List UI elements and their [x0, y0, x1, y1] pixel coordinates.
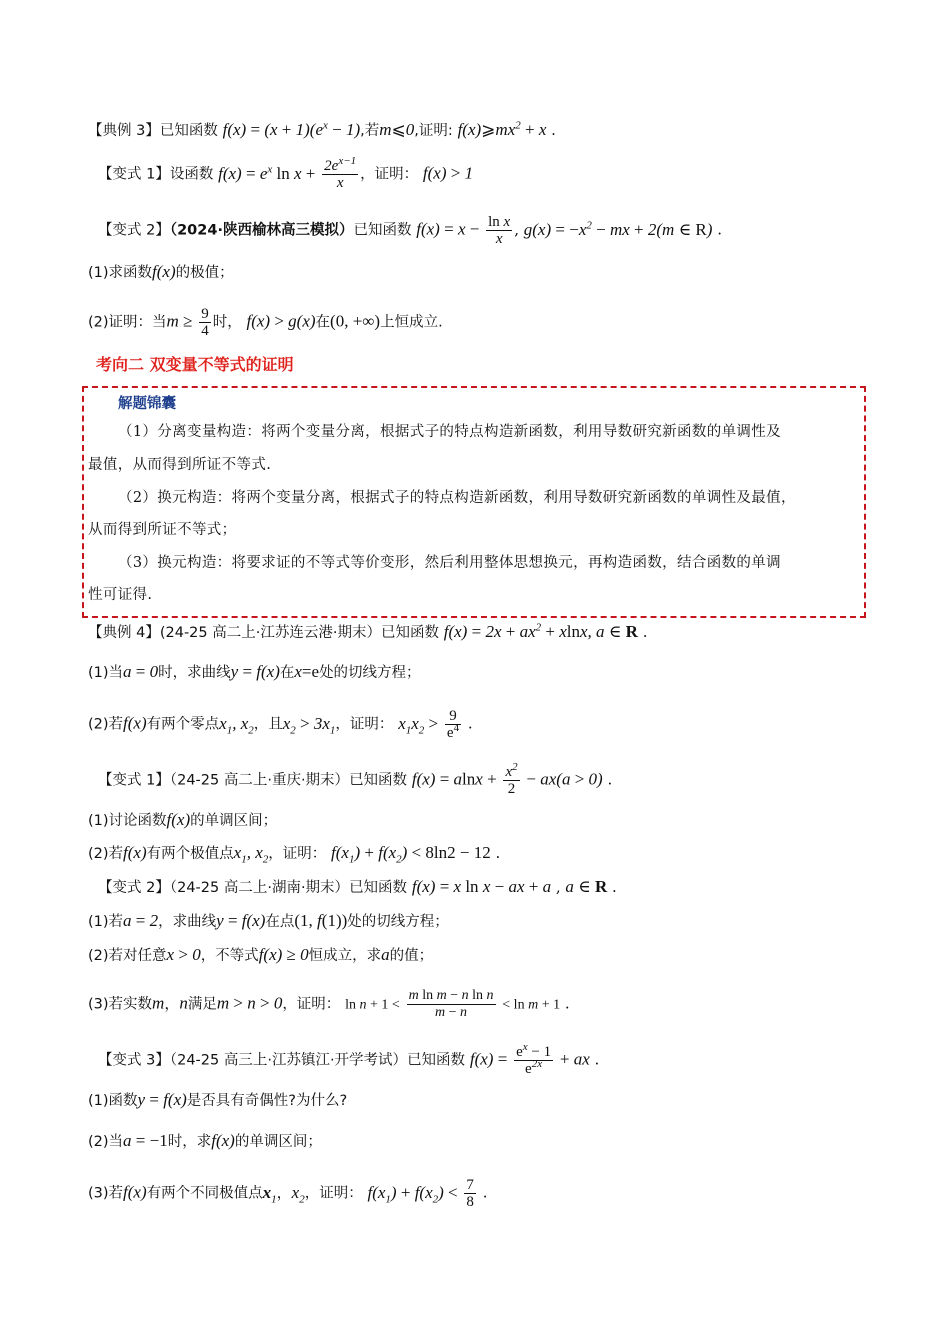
fraction: $\frac{\text{m ln m − n ln n}}{m - n}$ [408, 988, 494, 1020]
fraction: $\frac{9}{4}$ [201, 306, 209, 339]
formula: y = f(x) [137, 1090, 187, 1109]
formula: x > 0 [166, 945, 201, 964]
variant-1b-q2: (2)若f(x)有两个极值点$x_1$, $x_2$，证明： $f(x_1) + f(x_2) < 8\ln 2 - 12$ . [88, 843, 501, 866]
text: 是否具有奇偶性?为什么? [186, 1093, 348, 1109]
formula: $x_2 > 3x_1$ [282, 713, 336, 736]
variant-1-line [98, 155, 474, 191]
text: ，证明： [282, 996, 341, 1013]
formula: f(x) [123, 1182, 147, 1202]
formula: f(x) [152, 262, 176, 281]
formula: f(x) ≥ 0 [258, 945, 309, 964]
fraction: $\frac{9}{e^4}$ [446, 708, 460, 741]
example-4-q2: (2)若f(x)有两个零点$x_1$, $x_2$，且$x_2 > 3x_1$，证明： $x_1x_2$ > $\frac{9}{e^4}$ . [88, 708, 473, 741]
text: 满足 [187, 996, 217, 1013]
text: ，求曲线 [158, 914, 217, 930]
text: 上恒成立. [380, 314, 443, 331]
text: 时， [212, 314, 242, 331]
tips-paragraph-2b: 从而得到所证不等式； [88, 522, 237, 538]
text: 设函数 [169, 166, 214, 183]
tips-paragraph-1b: 最值，从而得到所证不等式. [88, 457, 272, 473]
label: 【典例 3】 [88, 123, 160, 139]
variant-2b-q3: (3)若实数m，n满足m > n > 0，证明： ln n + 1 < $\frac{\text{m ln m − n ln n}}{m - n}$ < ln m + 1 . [88, 988, 570, 1020]
source: （2024·陕西榆林高三模拟） [169, 222, 354, 239]
text: ，证明： [268, 846, 327, 862]
formula: f(x) = x − [416, 219, 480, 239]
formula: − ax(a > 0) [526, 769, 603, 789]
variant-3-line: 【变式 3】（24-25 高三上·江苏镇江·开学考试）已知函数 f(x) = $\frac{e^x - 1}{e^{2x}}$ + ax . [98, 1041, 600, 1077]
formula: $x_1$ [262, 1182, 277, 1205]
example-4-q1 [88, 662, 421, 683]
text: ,证明: [414, 123, 453, 139]
variant-2b-q2 [88, 945, 433, 966]
tips-title: 解题锦囊 [118, 396, 176, 412]
text: 已知函数 [349, 880, 408, 896]
formula: a ∈ R [565, 877, 608, 896]
variant-2-line: 【变式 2】（2024·陕西榆林高三模拟）已知函数 f(x) = x − $\frac{\text{ln x}}{x}$ , $g(x) = -x^2$ − mx + 2(m ∈ R) . [98, 214, 722, 247]
label: 【变式 3】 [98, 1052, 170, 1069]
source: （24-25 高二上·重庆·期末） [169, 772, 350, 789]
text: (1)当 [88, 665, 124, 681]
label: 【变式 1】 [98, 166, 170, 183]
fraction: $\frac{e^x - 1}{e^{2x}}$ [516, 1041, 552, 1077]
formula: $f(x) = e^x$ ln x + [218, 162, 316, 183]
text: ，证明： [304, 1185, 363, 1202]
text: (3)若 [88, 1185, 124, 1202]
variant-2b-line: 【变式 2】（24-25 高二上·湖南·期末）已知函数 f(x) = x ln x − ax + a , a ∈ R . [98, 877, 617, 896]
text: 的单调区间； [234, 1134, 322, 1150]
formula: m ≥ [166, 311, 193, 331]
text: 在 [279, 665, 295, 681]
text: (1)求函数 [88, 265, 153, 281]
label: 【典例 4】 [88, 625, 160, 641]
text: 时，求 [167, 1134, 212, 1150]
formula: $x_2$ [291, 1182, 305, 1205]
text: 恒成立，求 [308, 948, 382, 964]
formula: m [152, 993, 165, 1013]
source: （24-25 高二上·湖南·期末） [169, 880, 350, 896]
text: 在点 [265, 914, 295, 930]
text: 的值； [389, 948, 434, 964]
text: 时，求曲线 [158, 665, 231, 681]
text: 处的切线方程； [347, 914, 449, 930]
formula: f(x) > 1 [422, 163, 474, 183]
variant-1b-q1 [88, 810, 277, 831]
fraction: $\frac{\text{ln x}}{x}$ [488, 214, 511, 247]
text: ,若 [360, 123, 380, 139]
variant-2-q2 [88, 306, 443, 339]
text: 有两个零点 [146, 716, 220, 733]
formula: n [179, 993, 188, 1013]
text: (2)证明：当 [88, 314, 167, 331]
text: (3)若实数 [88, 996, 153, 1013]
fraction: $\frac{x^2}{2}$ [505, 761, 518, 797]
variant-3-q1 [88, 1090, 347, 1111]
tips-paragraph-3b: 性可证得. [88, 587, 153, 603]
text: ，不等式 [200, 948, 259, 964]
text: (1)若 [88, 914, 124, 930]
tips-paragraph-3a: （3）换元构造：将要求证的不等式等价变形，然后利用整体思想换元，再构造函数，结合函数的单调 [118, 555, 781, 571]
tips-paragraph-2a: （2）换元构造：将两个变量分离，根据式子的特点构造新函数，利用导数研究新函数的单调性及最值， [118, 490, 796, 506]
text: 的极值； [175, 265, 234, 281]
text: 已知函数 [380, 625, 439, 641]
source: (24-25 高二上·江苏连云港·期末） [159, 625, 381, 641]
text: 的单调区间； [190, 813, 278, 829]
text: 已知函数 [159, 123, 218, 139]
formula: $x_1$, $x_2$ [233, 843, 269, 866]
text: (2)若对任意 [88, 948, 167, 964]
tips-paragraph-1a: （1）分离变量构造：将两个变量分离，根据式子的特点构造新函数，利用导数研究新函数的单调性及 [118, 424, 781, 440]
formula: $f(x_1) + f(x_2) < 8\ln 2 - 12$ [331, 843, 491, 866]
formula: + ax [559, 1049, 590, 1069]
fraction: $\frac{2e^{x-1}}{x}$ [324, 155, 357, 191]
text: 已知函数 [407, 1052, 466, 1069]
formula: $f(x) = 2x + ax^2 + xlnx$, a ∈ R [443, 621, 638, 641]
fraction: $\frac{7}{8}$ [466, 1177, 474, 1210]
text: (1)讨论函数 [88, 813, 167, 829]
text: ，证明： [360, 166, 419, 183]
text: ，且 [253, 716, 283, 733]
variant-3-q2 [88, 1131, 322, 1152]
formula: ln n + 1 < [345, 997, 400, 1013]
section-title: 考向二 双变量不等式的证明 [96, 355, 294, 374]
variant-3-q3: (3)若f(x)有两个不同极值点$x_1$，$x_2$，证明： $f(x_1) + f(x_2)$ < $\frac{7}{8}$ . [88, 1177, 488, 1210]
example-3-line: 【典例 3】已知函数 $f(x) = (x + 1)(e^x - 1)$,若m⩽0,证明: $f(x)⩾mx^2 + x$ . [88, 119, 556, 139]
formula: m > n > 0 [216, 993, 283, 1013]
text: (1)函数 [88, 1093, 138, 1109]
text: ，证明： [335, 716, 394, 733]
formula: < ln m + 1 [502, 997, 561, 1013]
text: (2)若 [88, 716, 124, 733]
formula: $x_1x_2$ > [398, 713, 439, 736]
label: 【变式 2】 [98, 222, 170, 239]
formula: f(x) [166, 810, 191, 829]
formula: $g(x) = -x^2$ − mx + 2(m ∈ R) [523, 218, 713, 239]
formula: y = f(x) [230, 662, 280, 681]
formula: $f(x_1) + f(x_2)$ < [367, 1182, 458, 1205]
formula: m⩽0 [379, 120, 415, 139]
formula: f(x) = x ln x − ax + a [411, 877, 552, 896]
variant-2b-q1 [88, 911, 449, 932]
label: 【变式 2】 [98, 880, 170, 896]
formula: (1, f(1)) [294, 911, 348, 930]
formula: y = f(x) [216, 911, 266, 930]
variant-2-q1 [88, 262, 234, 283]
label: 【变式 1】 [98, 772, 170, 789]
example-4-line: 【典例 4】(24-25 高二上·江苏连云港·期末）已知函数 $f(x) = 2x + ax^2 + xlnx$, a ∈ R . [88, 621, 648, 641]
text: 有两个不同极值点 [146, 1185, 263, 1202]
text: 有两个极值点 [146, 846, 234, 862]
text: (2)若 [88, 846, 124, 862]
formula: $f(x)⩾mx^2 + x$ [457, 119, 547, 139]
formula: a [381, 945, 390, 964]
source: （24-25 高三上·江苏镇江·开学考试） [169, 1052, 408, 1069]
text: 处的切线方程； [319, 665, 421, 681]
formula: f(x) [123, 713, 147, 733]
formula: a = −1 [123, 1131, 168, 1150]
text: (2)当 [88, 1134, 124, 1150]
text: 已知函数 [353, 222, 412, 239]
formula: a = 0 [123, 662, 159, 681]
formula: f(x) > g(x) [246, 311, 316, 331]
formula: (0, +∞) [330, 311, 381, 331]
formula: f(x) [211, 1131, 235, 1150]
formula: f(x) [123, 843, 147, 862]
variant-1b-line: 【变式 1】（24-25 高二上·重庆·期末）已知函数 f(x) = alnx + $\frac{x^2}{2}$ − ax(a > 0) . [98, 761, 613, 797]
formula: $x_1$, $x_2$ [219, 713, 254, 736]
text: 在 [315, 314, 331, 331]
formula: f(x) = alnx + [411, 769, 497, 789]
formula: $f(x) = (x + 1)(e^x - 1)$ [222, 119, 361, 139]
text: 已知函数 [349, 772, 408, 789]
formula: f(x) = [469, 1049, 508, 1069]
formula: x=e [294, 662, 320, 681]
formula: a = 2 [123, 911, 159, 930]
